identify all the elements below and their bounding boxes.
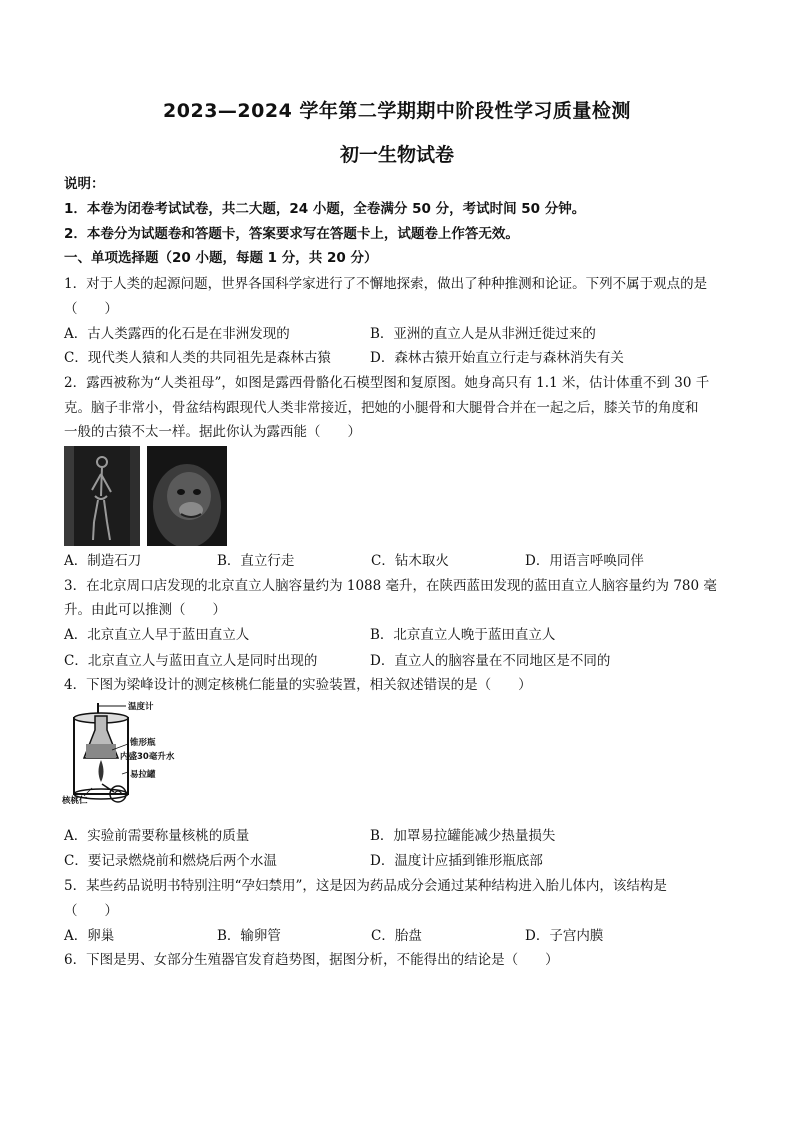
q3-option-d: D．直立人的脑容量在不同地区是不同的 bbox=[370, 653, 611, 669]
q4-option-c: C．要记录燃烧前和燃烧后两个水温 bbox=[64, 853, 277, 869]
q2-stem-line-1: 2．露西被称为“人类祖母”，如图是露西骨骼化石模型图和复原图。她身高只有 1.1 米，估计体重不到 30 千 bbox=[64, 375, 710, 391]
q3-option-c: C．北京直立人与蓝田直立人是同时出现的 bbox=[64, 653, 318, 669]
q3-option-b: B．北京直立人晚于蓝田直立人 bbox=[370, 627, 556, 643]
q2-option-a: A．制造石刀 bbox=[64, 553, 142, 569]
q6-stem-line-1: 6．下图是男、女部分生殖器官发育趋势图，据图分析，不能得出的结论是（ ） bbox=[64, 952, 559, 968]
q1-option-d: D．森林古猿开始直立行走与森林消失有关 bbox=[370, 350, 624, 366]
q2-stem-line-3: 一般的古猿不太一样。据此你认为露西能（ ） bbox=[64, 424, 361, 440]
q1-stem-line-2: （ ） bbox=[64, 301, 118, 317]
lucy-reconstruction-photo bbox=[147, 446, 227, 546]
q2-option-d: D．用语言呼唤同伴 bbox=[525, 553, 644, 569]
label-water: 内盛30毫升水 bbox=[120, 752, 175, 762]
q2-option-c: C．钻木取火 bbox=[371, 553, 449, 569]
label-thermometer: 温度计 bbox=[128, 702, 154, 712]
q2-stem-line-2: 克。脑子非常小，骨盆结构跟现代人类非常接近，把她的小腿骨和大腿骨合并在一起之后，膝关节的角度和 bbox=[64, 400, 699, 416]
note-item-2: 2．本卷分为试题卷和答题卡，答案要求写在答题卡上，试题卷上作答无效。 bbox=[64, 226, 519, 242]
note-item-1: 1．本卷为闭卷考试试卷，共二大题，24 小题，全卷满分 50 分，考试时间 50 分钟。 bbox=[64, 201, 586, 217]
section-1-heading: 一、单项选择题（20 小题，每题 1 分，共 20 分） bbox=[64, 250, 378, 266]
q1-stem-line-1: 1．对于人类的起源问题，世界各国科学家进行了不懈地探索，做出了种种推测和论证。下列不属于观点的是 bbox=[64, 276, 708, 292]
q5-stem-line-1: 5．某些药品说明书特别注明“孕妇禁用”，这是因为药品成分会通过某种结构进入胎儿体内，该结构是 bbox=[64, 878, 667, 894]
q5-option-a: A．卵巢 bbox=[64, 928, 115, 944]
q4-stem-line-1: 4．下图为梁峰设计的测定核桃仁能量的实验装置，相关叙述错误的是（ ） bbox=[64, 677, 532, 693]
q5-option-d: D．子宫内膜 bbox=[525, 928, 604, 944]
q5-stem-line-2: （ ） bbox=[64, 903, 118, 919]
notes-heading: 说明： bbox=[64, 176, 105, 192]
q3-option-a: A．北京直立人早于蓝田直立人 bbox=[64, 627, 250, 643]
label-flask: 锥形瓶 bbox=[130, 738, 156, 748]
q5-option-b: B．输卵管 bbox=[217, 928, 281, 944]
q4-option-b: B．加罩易拉罐能减少热量损失 bbox=[370, 828, 556, 844]
q5-option-c: C．胎盘 bbox=[371, 928, 422, 944]
q3-stem-line-1: 3．在北京周口店发现的北京直立人脑容量约为 1088 毫升，在陕西蓝田发现的蓝田直立人脑容量约为 780 毫 bbox=[64, 578, 717, 594]
lucy-skeleton-photo bbox=[64, 446, 140, 546]
q2-option-b: B．直立行走 bbox=[217, 553, 295, 569]
q4-option-d: D．温度计应插到锥形瓶底部 bbox=[370, 853, 543, 869]
walnut-energy-apparatus bbox=[62, 700, 192, 816]
q3-stem-line-2: 升。由此可以推测（ ） bbox=[64, 602, 226, 618]
label-can: 易拉罐 bbox=[130, 770, 156, 780]
label-walnut: 核桃仁 bbox=[62, 796, 88, 806]
q1-option-c: C．现代类人猿和人类的共同祖先是森林古猿 bbox=[64, 350, 331, 366]
q1-option-b: B．亚洲的直立人是从非洲迁徙过来的 bbox=[370, 326, 596, 342]
q1-option-a: A．古人类露西的化石是在非洲发现的 bbox=[64, 326, 290, 342]
exam-subtitle: 初一生物试卷 bbox=[339, 144, 454, 166]
q4-option-a: A．实验前需要称量核桃的质量 bbox=[64, 828, 250, 844]
exam-title: 2023—2024 学年第二学期期中阶段性学习质量检测 bbox=[163, 100, 631, 122]
